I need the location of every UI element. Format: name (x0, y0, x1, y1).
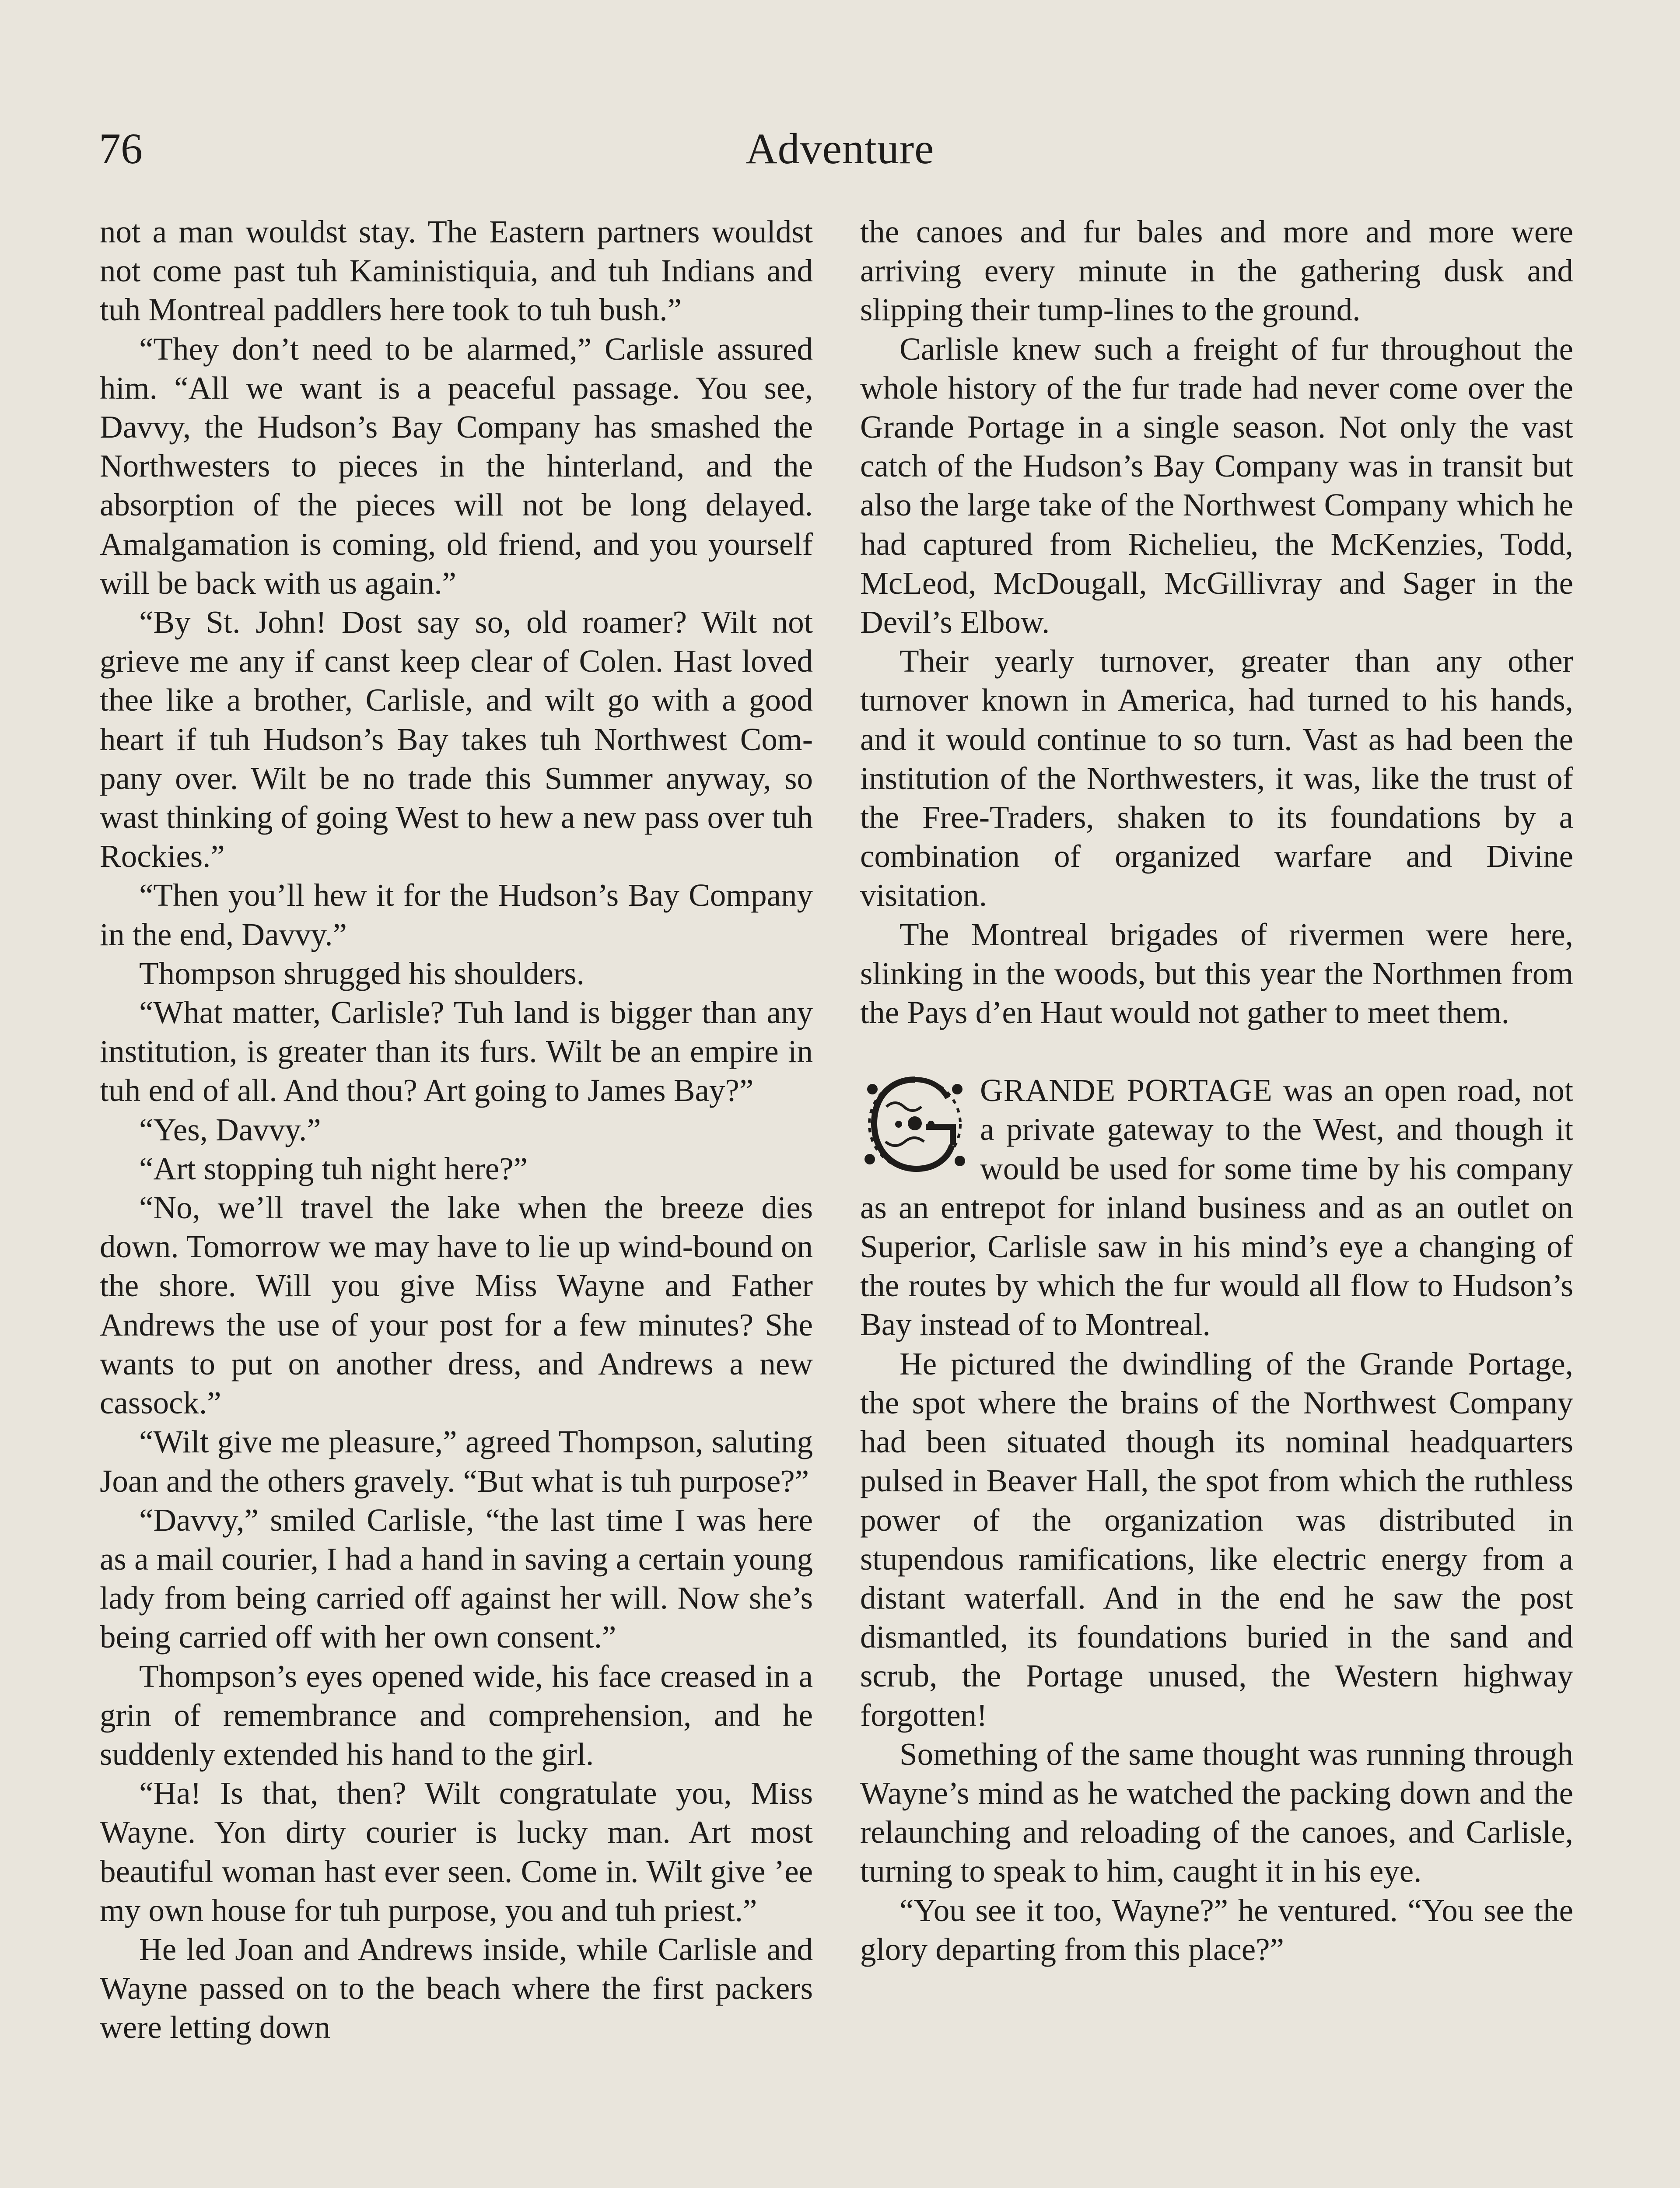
paragraph: “No, we’ll travel the lake when the breeze dies down. Tomorrow we may have to lie up wind-bound on the shore. Will you give Miss Wayne and Father Andrews the use of your post for a few minutes? She wants to put on another dress, and Andrews a new cassock.” (100, 1190, 813, 1421)
running-title: Adventure (746, 124, 934, 173)
section-first-paragraph-text: was an open road, not a private gateway to the West, and though it would be used for some time by his company as an entrepot for inland business and as an outlet on Superior, Carlisle saw in his mind’s eye a changing of the routes by which the fur would all flow to Hudson’s Bay instead of to Montreal. (860, 1073, 1573, 1343)
paragraph: “Wilt give me pleasure,” agreed Thompson, saluting Joan and the others gravely. “But what is tuh purpose?” (100, 1424, 813, 1499)
page-number: 76 (99, 124, 143, 173)
paragraph: He led Joan and Andrews inside, while Carlisle and Wayne passed on to the beach where the first packers were letting down (100, 1931, 813, 2045)
paragraph: “Then you’ll hew it for the Hudson’s Bay Company in the end, Davvy.” (100, 877, 813, 952)
section-lead-words: GRANDE PORTAGE (980, 1073, 1273, 1108)
paragraph: Their yearly turnover, greater than any other turnover known in America, had turned to his hands, and it would continue to so turn. Vast as had been the institution of the Northwesters, it was, like the trust of the Free-Traders, shaken to its foundations by a combination of organized warfare and Divine visitation. (860, 643, 1573, 913)
paragraph: “They don’t need to be alarmed,” Carlisle assured him. “All we want is a peaceful passage. You see, Davvy, the Hudson’s Bay Company has smashed the Northwesters to pieces in the hinterland, and the absorption of the pieces will not be long delayed. Amalgamation is coming, old friend, and you yourself will be back with us again.” (100, 331, 813, 601)
right-column (860, 212, 1573, 1969)
paragraph: “By St. John! Dost say so, old roamer? Wilt not grieve me any if canst keep clear of Colen. Hast loved thee like a brother, Carlisle, and wilt go with a good heart if tuh Hudson’s Bay takes tuh Northwest Company over. Wilt be no trade this Summer anyway, so wast thinking of going West to hew a new pass over tuh Rockies.” (100, 604, 813, 874)
section-opening-paragraph (860, 1071, 1573, 1344)
paragraph: “Davvy,” smiled Carlisle, “the last time I was here as a mail courier, I had a hand in saving a certain young lady from being carried off against her will. Now she’s being carried off with her own consent.” (100, 1502, 813, 1655)
paragraph: not a man wouldst stay. The Eastern partners wouldst not come past tuh Kaministiquia, and tuh Indians and tuh Montreal paddlers here took to tuh bush.” (100, 214, 813, 328)
paragraph: Thompson shrugged his shoulders. (139, 955, 584, 991)
paragraph: the canoes and fur bales and more and more were arriving every minute in the gathering dusk and slipping their tump-lines to the ground. (860, 214, 1573, 328)
page-header (99, 120, 1581, 182)
paragraph: Carlisle knew such a freight of fur throughout the whole history of the fur trade had never come over the Grande Portage in a single season. Not only the vast catch of the Hudson’s Bay Company was in transit but also the large take of the Northwest Company which he had captured from Richelieu, the McKenzies, Todd, McLeod, McDougall, McGillivray and Sager in the Devil’s Elbow. (860, 331, 1573, 640)
paragraph: The Montreal brigades of rivermen were here, slinking in the woods, but this year the Northmen from the Pays d’en Haut would not gather to meet them. (860, 916, 1573, 1031)
left-column (100, 212, 813, 2047)
paragraph: Thompson’s eyes opened wide, his face creased in a grin of remembrance and comprehension, and he suddenly extended his hand to the girl. (100, 1658, 813, 1772)
paragraph: “You see it too, Wayne?” he ventured. “You see the glory departing from this place?” (860, 1892, 1573, 1967)
paragraph: He pictured the dwindling of the Grande Portage, the spot where the brains of the Northwest Company had been situated though its nominal headquarters pulsed in Beaver Hall, the spot from which the ruthless power of the organization was distributed in stupendous ramifications, like electric energy from a distant waterfall. And in the end he saw the post dismantled, its foundations buried in the sand and scrub, the Portage unused, the Western highway forgotten! (860, 1346, 1573, 1733)
paragraph: “Art stopping tuh night here?” (139, 1150, 528, 1186)
paragraph: “Ha! Is that, then? Wilt congratulate you, Miss Wayne. Yon dirty courier is lucky man. Art most beautiful woman hast ever seen. Come in. Wilt give ’ee my own house for tuh purpose, you and tuh priest.” (100, 1775, 813, 1928)
text-columns (100, 212, 1576, 2188)
ornamental-letter-g-icon (860, 1072, 970, 1177)
paragraph: “Yes, Davvy.” (139, 1112, 321, 1147)
paragraph: “What matter, Carlisle? Tuh land is bigger than any institution, is greater than its furs. Wilt be an empire in tuh end of all. And thou? Art going to James Bay?” (100, 995, 813, 1108)
paragraph: Something of the same thought was running through Wayne’s mind as he watched the packing down and the relaunching and reloading of the canoes, and Carlisle, turning to speak to him, caught it in his eye. (860, 1736, 1573, 1889)
